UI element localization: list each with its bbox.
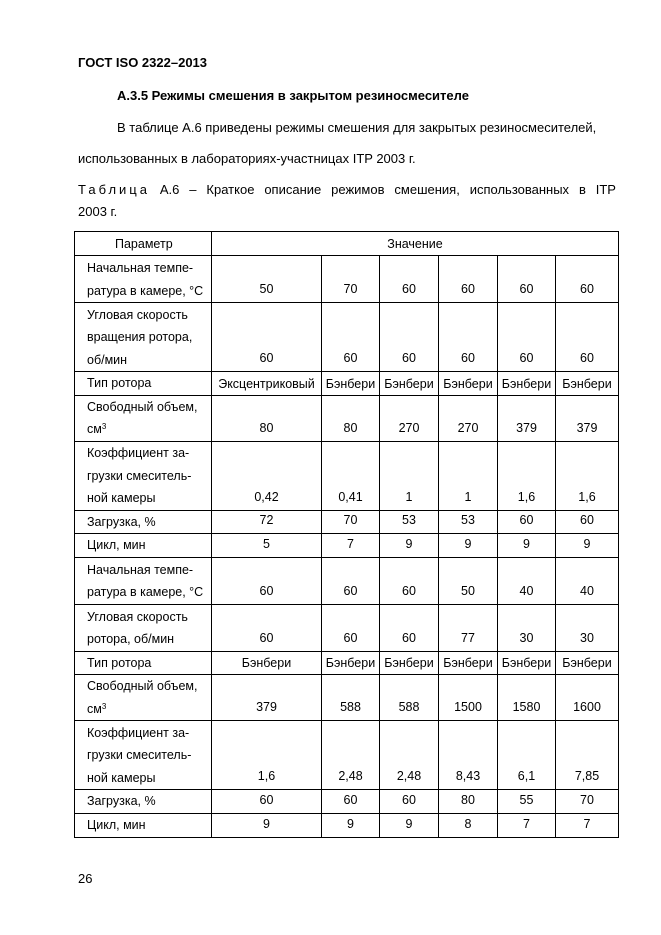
param-text: Цикл, мин bbox=[87, 818, 146, 832]
page-number: 26 bbox=[78, 871, 93, 886]
document-header: ГОСТ ISO 2322–2013 bbox=[78, 55, 208, 70]
param-text: Угловая скорость bbox=[87, 307, 188, 322]
value-cell: 7 bbox=[322, 534, 380, 558]
value-cell: 60 bbox=[322, 557, 380, 604]
table-row bbox=[75, 721, 619, 790]
table-row bbox=[75, 790, 619, 814]
param-text: см bbox=[87, 701, 102, 716]
value-cell: 60 bbox=[380, 790, 439, 814]
table-row bbox=[75, 510, 619, 534]
value-cell: 1580 bbox=[498, 675, 556, 721]
value-cell: Бэнбери bbox=[380, 651, 439, 675]
value-cell: Бэнбери bbox=[498, 651, 556, 675]
value-cell: 60 bbox=[498, 256, 556, 303]
value-cell: 1,6 bbox=[556, 441, 619, 510]
value-cell: 379 bbox=[212, 675, 322, 721]
value-cell: Бэнбери bbox=[212, 651, 322, 675]
value-cell: 60 bbox=[556, 303, 619, 372]
param-cell bbox=[75, 557, 212, 604]
value-cell: 80 bbox=[439, 790, 498, 814]
value-cell: 80 bbox=[322, 395, 380, 441]
value-cell: 50 bbox=[439, 557, 498, 604]
value-cell: 1 bbox=[380, 441, 439, 510]
caption-word: Таблица bbox=[78, 182, 150, 197]
value-cell: 2,48 bbox=[322, 721, 380, 790]
param-cell bbox=[75, 651, 212, 675]
value-cell: 270 bbox=[380, 395, 439, 441]
value-cell: 60 bbox=[322, 604, 380, 651]
param-cell bbox=[75, 303, 212, 372]
value-cell: Бэнбери bbox=[439, 372, 498, 396]
value-cell: 1500 bbox=[439, 675, 498, 721]
value-cell: 60 bbox=[498, 510, 556, 534]
param-text: ной камеры bbox=[87, 491, 156, 505]
value-cell: 9 bbox=[498, 534, 556, 558]
param-text: Начальная темпе- bbox=[87, 562, 194, 577]
param-text: Свободный объем, bbox=[87, 679, 198, 693]
value-cell: 60 bbox=[439, 303, 498, 372]
param-text: Цикл, мин bbox=[87, 538, 146, 552]
value-cell: 77 bbox=[439, 604, 498, 651]
value-cell: 60 bbox=[556, 510, 619, 534]
table-row bbox=[75, 675, 619, 721]
value-cell: 40 bbox=[556, 557, 619, 604]
value-cell: 270 bbox=[439, 395, 498, 441]
param-text: Свободный объем, bbox=[87, 399, 198, 414]
value-cell: 50 bbox=[212, 256, 322, 303]
param-text: Тип ротора bbox=[87, 376, 152, 390]
value-cell: 2,48 bbox=[380, 721, 439, 790]
value-cell: 6,1 bbox=[498, 721, 556, 790]
paragraph-line-2: использованных в лабораториях-участницах ITP 2003 г. bbox=[78, 151, 416, 166]
unit-superscript: 3 bbox=[101, 701, 107, 711]
table-row bbox=[75, 256, 619, 303]
unit-superscript: 3 bbox=[101, 422, 107, 431]
value-cell: 53 bbox=[439, 510, 498, 534]
value-cell: 70 bbox=[322, 256, 380, 303]
param-cell bbox=[75, 790, 212, 814]
param-text: вращения ротора, bbox=[87, 330, 193, 344]
value-cell: 9 bbox=[380, 813, 439, 837]
value-cell: 60 bbox=[322, 790, 380, 814]
value-cell: 60 bbox=[380, 557, 439, 604]
value-cell: 5 bbox=[212, 534, 322, 558]
param-text: см bbox=[87, 422, 102, 436]
param-cell bbox=[75, 510, 212, 534]
value-cell: 60 bbox=[439, 256, 498, 303]
value-cell: 60 bbox=[556, 256, 619, 303]
param-text: об/мин bbox=[87, 352, 128, 367]
param-text: ной камеры bbox=[87, 770, 156, 785]
value-cell: 9 bbox=[380, 534, 439, 558]
value-cell: 1600 bbox=[556, 675, 619, 721]
param-cell bbox=[75, 256, 212, 303]
value-cell: Бэнбери bbox=[322, 372, 380, 396]
value-cell: 588 bbox=[380, 675, 439, 721]
param-cell bbox=[75, 372, 212, 396]
value-cell: 60 bbox=[322, 303, 380, 372]
value-cell: 1,6 bbox=[212, 721, 322, 790]
table-body bbox=[75, 232, 619, 838]
table-row bbox=[75, 651, 619, 675]
param-text: ротора, об/мин bbox=[87, 632, 175, 646]
value-cell: Бэнбери bbox=[556, 372, 619, 396]
value-cell: 30 bbox=[498, 604, 556, 651]
param-cell bbox=[75, 675, 212, 721]
value-cell: Бэнбери bbox=[498, 372, 556, 396]
param-cell bbox=[75, 534, 212, 558]
param-text: Загрузка, % bbox=[87, 794, 156, 808]
modes-table bbox=[74, 231, 619, 838]
table-row bbox=[75, 557, 619, 604]
param-text: грузки смеситель- bbox=[87, 468, 192, 483]
table-row bbox=[75, 604, 619, 651]
value-cell: Эксцентриковый bbox=[212, 372, 322, 396]
table-header-row bbox=[75, 232, 619, 256]
value-cell: 7 bbox=[498, 813, 556, 837]
table-row bbox=[75, 813, 619, 837]
table-row bbox=[75, 395, 619, 441]
param-text: Начальная темпе- bbox=[87, 261, 194, 275]
value-cell: 60 bbox=[498, 303, 556, 372]
table-caption bbox=[78, 183, 616, 196]
value-cell: 40 bbox=[498, 557, 556, 604]
value-cell: Бэнбери bbox=[556, 651, 619, 675]
value-cell: 7,85 bbox=[556, 721, 619, 790]
param-cell bbox=[75, 721, 212, 790]
value-cell: 60 bbox=[212, 303, 322, 372]
value-cell: 55 bbox=[498, 790, 556, 814]
table-row bbox=[75, 441, 619, 510]
param-text: Угловая скорость bbox=[87, 609, 188, 624]
value-cell: Бэнбери bbox=[322, 651, 380, 675]
header-value: Значение bbox=[212, 232, 619, 256]
value-cell: 72 bbox=[212, 510, 322, 534]
value-cell: 1 bbox=[439, 441, 498, 510]
table-row bbox=[75, 372, 619, 396]
param-text: ратура в камере, °С bbox=[87, 283, 204, 298]
param-cell bbox=[75, 441, 212, 510]
value-cell: 9 bbox=[439, 534, 498, 558]
value-cell: 60 bbox=[212, 604, 322, 651]
value-cell: 8 bbox=[439, 813, 498, 837]
value-cell: 9 bbox=[556, 534, 619, 558]
table-row bbox=[75, 534, 619, 558]
value-cell: 60 bbox=[212, 557, 322, 604]
caption-text: А.6 – Краткое описание режимов смешения, использованных в ITP bbox=[159, 182, 616, 197]
value-cell: 60 bbox=[380, 303, 439, 372]
param-text: Тип ротора bbox=[87, 655, 152, 670]
value-cell: 80 bbox=[212, 395, 322, 441]
param-cell bbox=[75, 395, 212, 441]
value-cell: 1,6 bbox=[498, 441, 556, 510]
section-title: А.3.5 Режимы смешения в закрытом резиносмесителе bbox=[117, 88, 469, 103]
value-cell: 60 bbox=[380, 604, 439, 651]
value-cell: 53 bbox=[380, 510, 439, 534]
value-cell: 0,42 bbox=[212, 441, 322, 510]
value-cell: 60 bbox=[212, 790, 322, 814]
value-cell: 70 bbox=[322, 510, 380, 534]
param-text: Загрузка, % bbox=[87, 514, 156, 529]
param-text: ратура в камере, °С bbox=[87, 585, 204, 599]
param-text: Коэффициент за- bbox=[87, 446, 190, 460]
table-row bbox=[75, 303, 619, 372]
value-cell: 0,41 bbox=[322, 441, 380, 510]
value-cell: 70 bbox=[556, 790, 619, 814]
param-cell bbox=[75, 604, 212, 651]
value-cell: 30 bbox=[556, 604, 619, 651]
value-cell: Бэнбери bbox=[439, 651, 498, 675]
value-cell: 9 bbox=[322, 813, 380, 837]
value-cell: 8,43 bbox=[439, 721, 498, 790]
value-cell: 7 bbox=[556, 813, 619, 837]
table-caption-line-2: 2003 г. bbox=[78, 204, 118, 219]
value-cell: 379 bbox=[498, 395, 556, 441]
value-cell: 588 bbox=[322, 675, 380, 721]
param-text: Коэффициент за- bbox=[87, 725, 190, 740]
value-cell: Бэнбери bbox=[380, 372, 439, 396]
paragraph-line-1: В таблице А.6 приведены режимы смешения для закрытых резиносмесителей, bbox=[117, 120, 597, 135]
value-cell: 9 bbox=[212, 813, 322, 837]
param-text: грузки смеситель- bbox=[87, 748, 192, 762]
value-cell: 379 bbox=[556, 395, 619, 441]
value-cell: 60 bbox=[380, 256, 439, 303]
header-param: Параметр bbox=[75, 232, 212, 256]
param-cell bbox=[75, 813, 212, 837]
